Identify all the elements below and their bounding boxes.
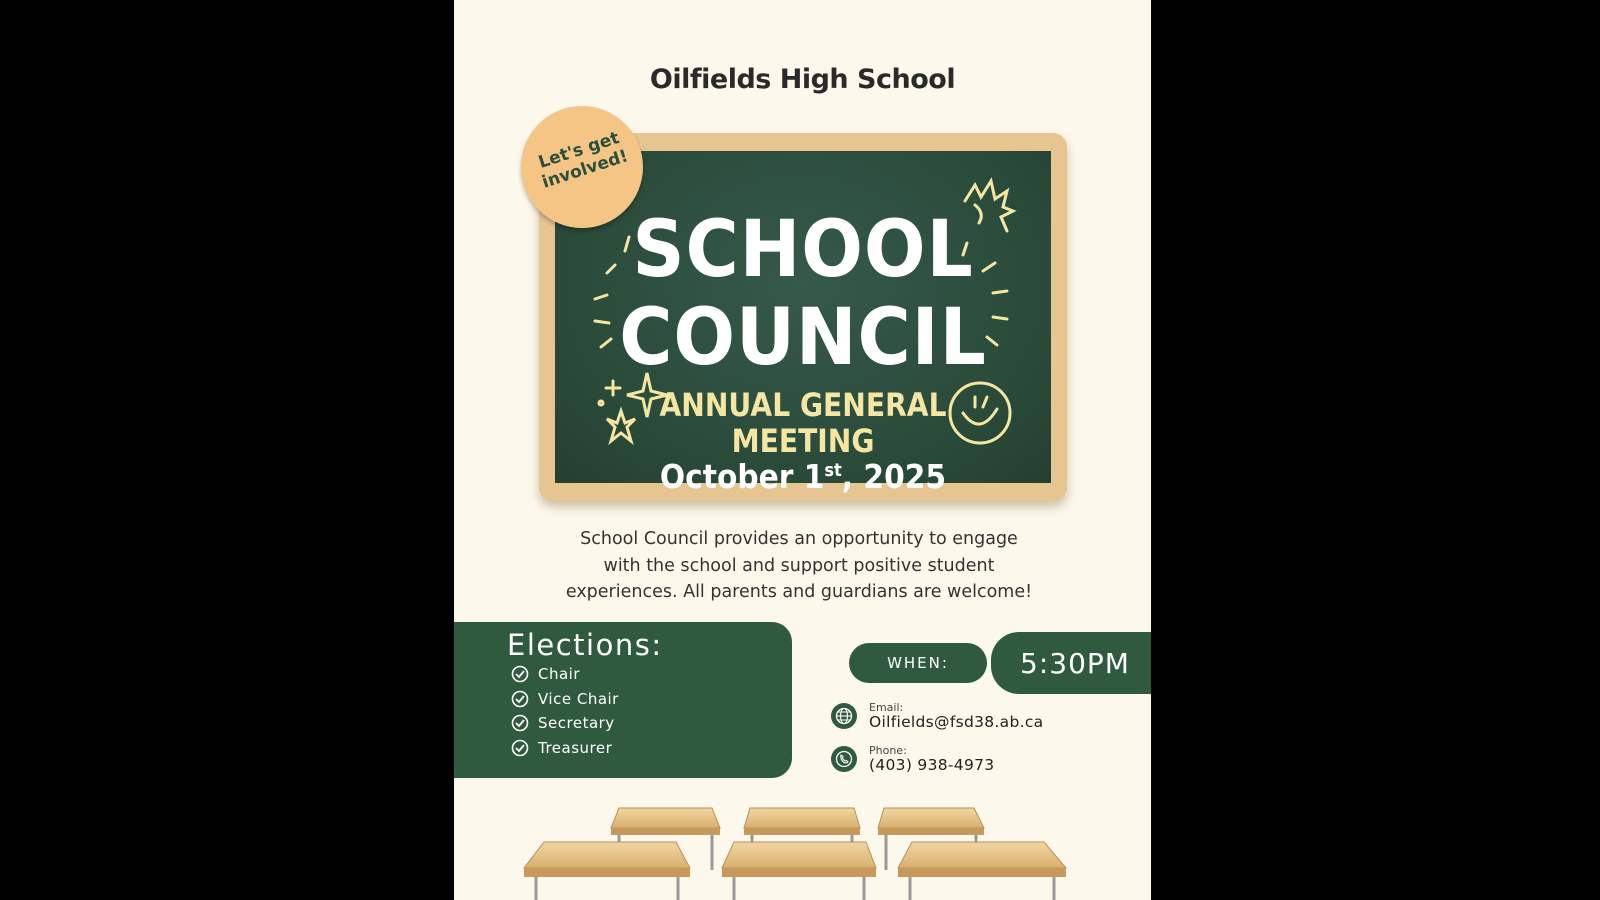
desks-illustration: [454, 800, 1151, 900]
phone-label: Phone:: [869, 744, 907, 757]
involved-sticker: [521, 106, 643, 228]
title-school: SCHOOL: [632, 205, 974, 295]
description: [549, 526, 1049, 606]
email-link[interactable]: Oilfields@fsd38.ab.ca: [869, 713, 1044, 731]
email-label: Email:: [869, 701, 904, 714]
elections-list: [511, 662, 619, 760]
sticker-text: [518, 122, 646, 198]
subtitle-line2: MEETING: [731, 422, 875, 460]
phone-icon: [831, 746, 857, 772]
position-label: Vice Chair: [538, 689, 619, 708]
check-circle-icon: [511, 739, 529, 757]
when-label-pill: [849, 643, 987, 683]
list-item: [511, 736, 619, 761]
list-item: [511, 662, 619, 687]
title-council: COUNCIL: [619, 293, 987, 383]
sticker-label: Let's get involved!: [536, 128, 631, 193]
check-circle-icon: [511, 714, 529, 732]
check-circle-icon: [511, 690, 529, 708]
meeting-time-box: [991, 632, 1151, 694]
description-line3: experiences. All parents and guardians are welcome!: [565, 582, 1033, 602]
subtitle-line1: ANNUAL GENERAL: [659, 386, 947, 424]
desk-front-row: [524, 842, 1066, 900]
globe-icon: [831, 703, 857, 729]
description-line2: with the school and support positive student: [603, 555, 995, 576]
description-line1: School Council provides an opportunity to engage: [580, 529, 1018, 549]
burst-line: [993, 291, 1007, 293]
date-main: October 1: [659, 457, 825, 496]
position-label: Chair: [538, 665, 581, 684]
when-label: WHEN:: [887, 654, 949, 672]
elections-panel: [454, 622, 792, 778]
flyer-poster: [454, 0, 1151, 900]
school-name: Oilfields High School: [649, 64, 956, 95]
position-label: Secretary: [538, 714, 615, 733]
elections-heading: Elections:: [507, 628, 663, 662]
list-item: [511, 687, 619, 712]
subtitle-annual-general-meeting: [585, 387, 1021, 459]
meeting-date: [580, 457, 1026, 496]
meeting-time: 5:30PM: [1020, 646, 1130, 680]
date-year: , 2025: [841, 457, 947, 496]
phone-number[interactable]: (403) 938-4973: [869, 756, 995, 774]
check-circle-icon: [511, 665, 529, 683]
position-label: Treasurer: [538, 738, 613, 757]
list-item: [511, 711, 619, 736]
date-suffix: st: [824, 460, 842, 481]
